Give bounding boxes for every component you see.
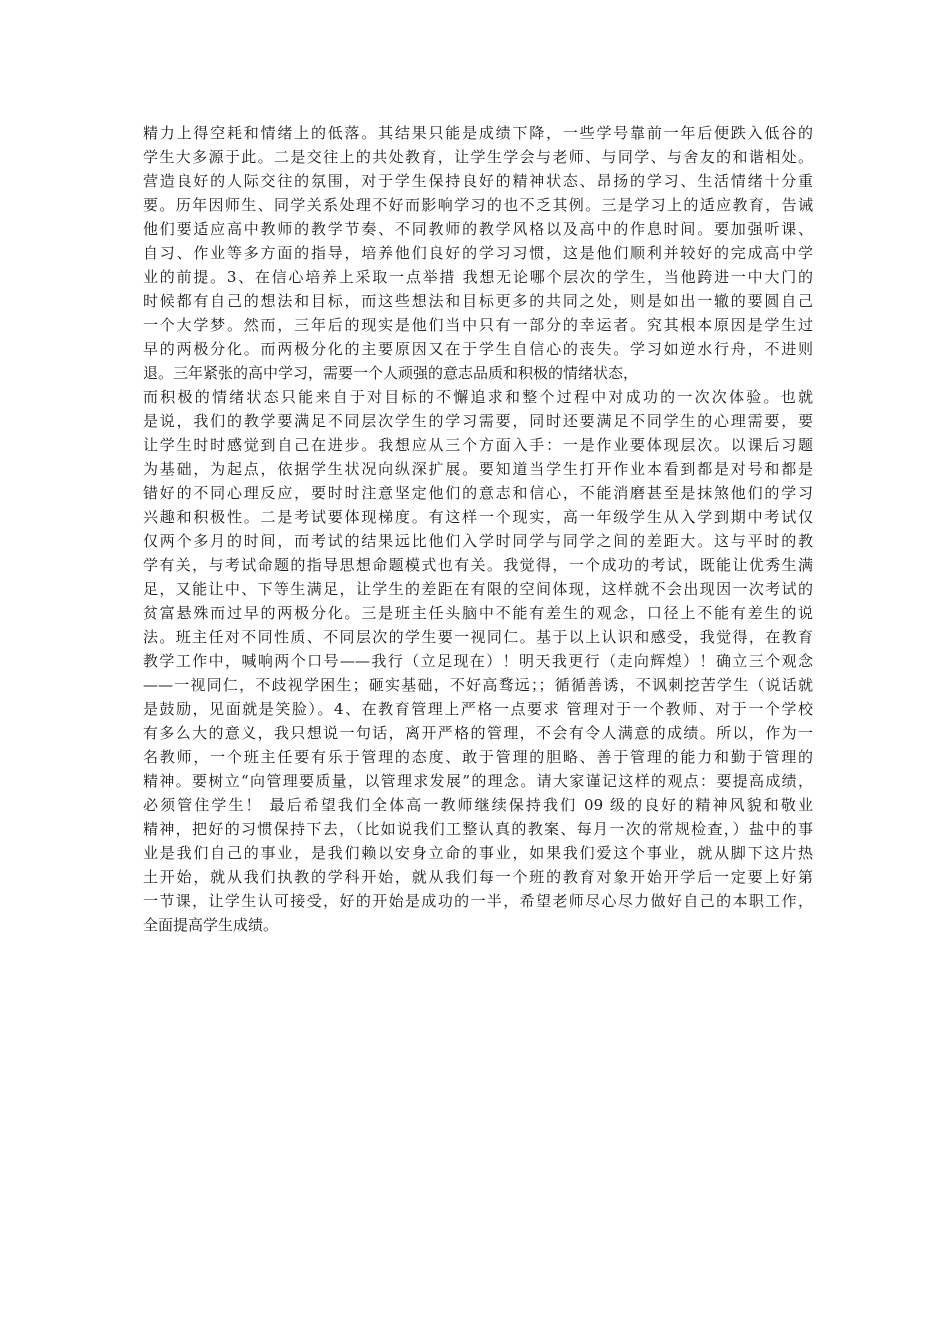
text-line: 精神。要树立“向管理要质量，以管理求发展”的理念。请大家谨记这样的观点：要提高成绩，	[143, 772, 813, 790]
text-line: 兴趣和积极性。二是考试要体现梯度。有这样一个现实，高一年级学生从入学到期中考试仅	[143, 508, 813, 526]
text-line: 土开始，就从我们执教的学科开始，就从我们每一个班的教育对象开始开学后一定要上好第	[143, 868, 813, 886]
text-line: 他们要适应高中教师的教学节奏、不同教师的教学风格以及高中的作息时间。要加强听课、	[143, 220, 813, 238]
body-text	[143, 121, 813, 937]
text-line: ——一视同仁，不歧视学困生；砸实基础，不好高骛远；；循循善诱，不讽刺挖苦学生（说话就	[143, 676, 813, 694]
text-line: 是鼓励，见面就是笑脸）。4、在教育管理上严格一点要求 管理对于一个教师、对于一个学校	[143, 700, 813, 718]
text-line: 退。三年紧张的高中学习，需要一个人顽强的意志品质和积极的情绪状态，	[143, 364, 639, 382]
text-line: 教学工作中，喊响两个口号——我行（立足现在）！明天我更行（走向辉煌）！确立三个观念	[143, 652, 813, 670]
text-line: 时候都有自己的想法和目标，而这些想法和目标更多的共同之处，则是如出一辙的要圆自己	[143, 292, 813, 310]
text-line: 让学生时时感觉到自己在进步。我想应从三个方面入手：一是作业要体现层次。以课后习题	[143, 436, 813, 454]
text-line: 自习、作业等多方面的指导，培养他们良好的学习习惯，这是他们顺利并较好的完成高中学	[143, 244, 813, 262]
text-line: 早的两极分化。而两极分化的主要原因又在于学生自信心的丧失。学习如逆水行舟，不进则	[143, 340, 813, 358]
text-line: 贫富悬殊而过早的两极分化。三是班主任头脑中不能有差生的观念，口径上不能有差生的说	[143, 604, 813, 622]
text-line: 名教师，一个班主任要有乐于管理的态度、敢于管理的胆略、善于管理的能力和勤于管理的	[143, 748, 813, 766]
text-line: 必须管住学生！ 最后希望我们全体高一教师继续保持我们 09 级的良好的精神风貌和敬业	[143, 796, 813, 814]
text-line: 精神，把好的习惯保持下去，（比如说我们工整认真的教案、每月一次的常规检查，）盐中的事	[143, 820, 813, 838]
text-line: 是说，我们的教学要满足不同层次学生的学习需要，同时还要满足不同学生的心理需要，要	[143, 412, 813, 430]
text-line: 精力上得空耗和情绪上的低落。其结果只能是成绩下降，一些学号靠前一年后便跌入低谷的	[143, 124, 813, 142]
text-line: 全面提高学生成绩。	[143, 916, 279, 934]
text-line: 一节课，让学生认可接受，好的开始是成功的一半，希望老师尽心尽力做好自己的本职工作，	[143, 892, 813, 910]
text-line: 有多么大的意义，我只想说一句话，离开严格的管理，不会有令人满意的成绩。所以，作为一	[143, 724, 813, 742]
text-line: 业是我们自己的事业，是我们赖以安身立命的事业，如果我们爱这个事业，就从脚下这片热	[143, 844, 813, 862]
text-line: 为基础，为起点，依据学生状况向纵深扩展。要知道当学生打开作业本看到都是对号和都是	[143, 460, 813, 478]
text-line: 仅两个多月的时间，而考试的结果远比他们入学时同学与同学之间的差距大。这与平时的教	[143, 532, 813, 550]
text-line: 足，又能让中、下等生满足，让学生的差距在有限的空间体现，这样就不会出现因一次考试的	[143, 580, 813, 598]
text-line: 要。历年因师生、同学关系处理不好而影响学习的也不乏其例。三是学习上的适应教育，告诫	[143, 196, 813, 214]
text-line: 一个大学梦。然而，三年后的现实是他们当中只有一部分的幸运者。究其根本原因是学生过	[143, 316, 813, 334]
text-line: 学有关，与考试命题的指导思想命题模式也有关。我觉得，一个成功的考试，既能让优秀生满	[143, 556, 813, 574]
text-line: 而积极的情绪状态只能来自于对目标的不懈追求和整个过程中对成功的一次次体验。也就	[143, 388, 813, 406]
text-line: 学生大多源于此。二是交往上的共处教育，让学生学会与老师、与同学、与舍友的和谐相处。	[143, 148, 813, 166]
text-line: 法。班主任对不同性质、不同层次的学生要一视同仁。基于以上认识和感受，我觉得，在教育	[143, 628, 813, 646]
text-line: 营造良好的人际交往的氛围，对于学生保持良好的精神状态、昂扬的学习、生活情绪十分重	[143, 172, 813, 190]
text-line: 错好的不同心理反应，要时时注意坚定他们的意志和信心，不能消磨甚至是抹煞他们的学习	[143, 484, 813, 502]
text-line: 业的前提。3、在信心培养上采取一点举措 我想无论哪个层次的学生，当他跨进一中大门的	[143, 268, 813, 286]
